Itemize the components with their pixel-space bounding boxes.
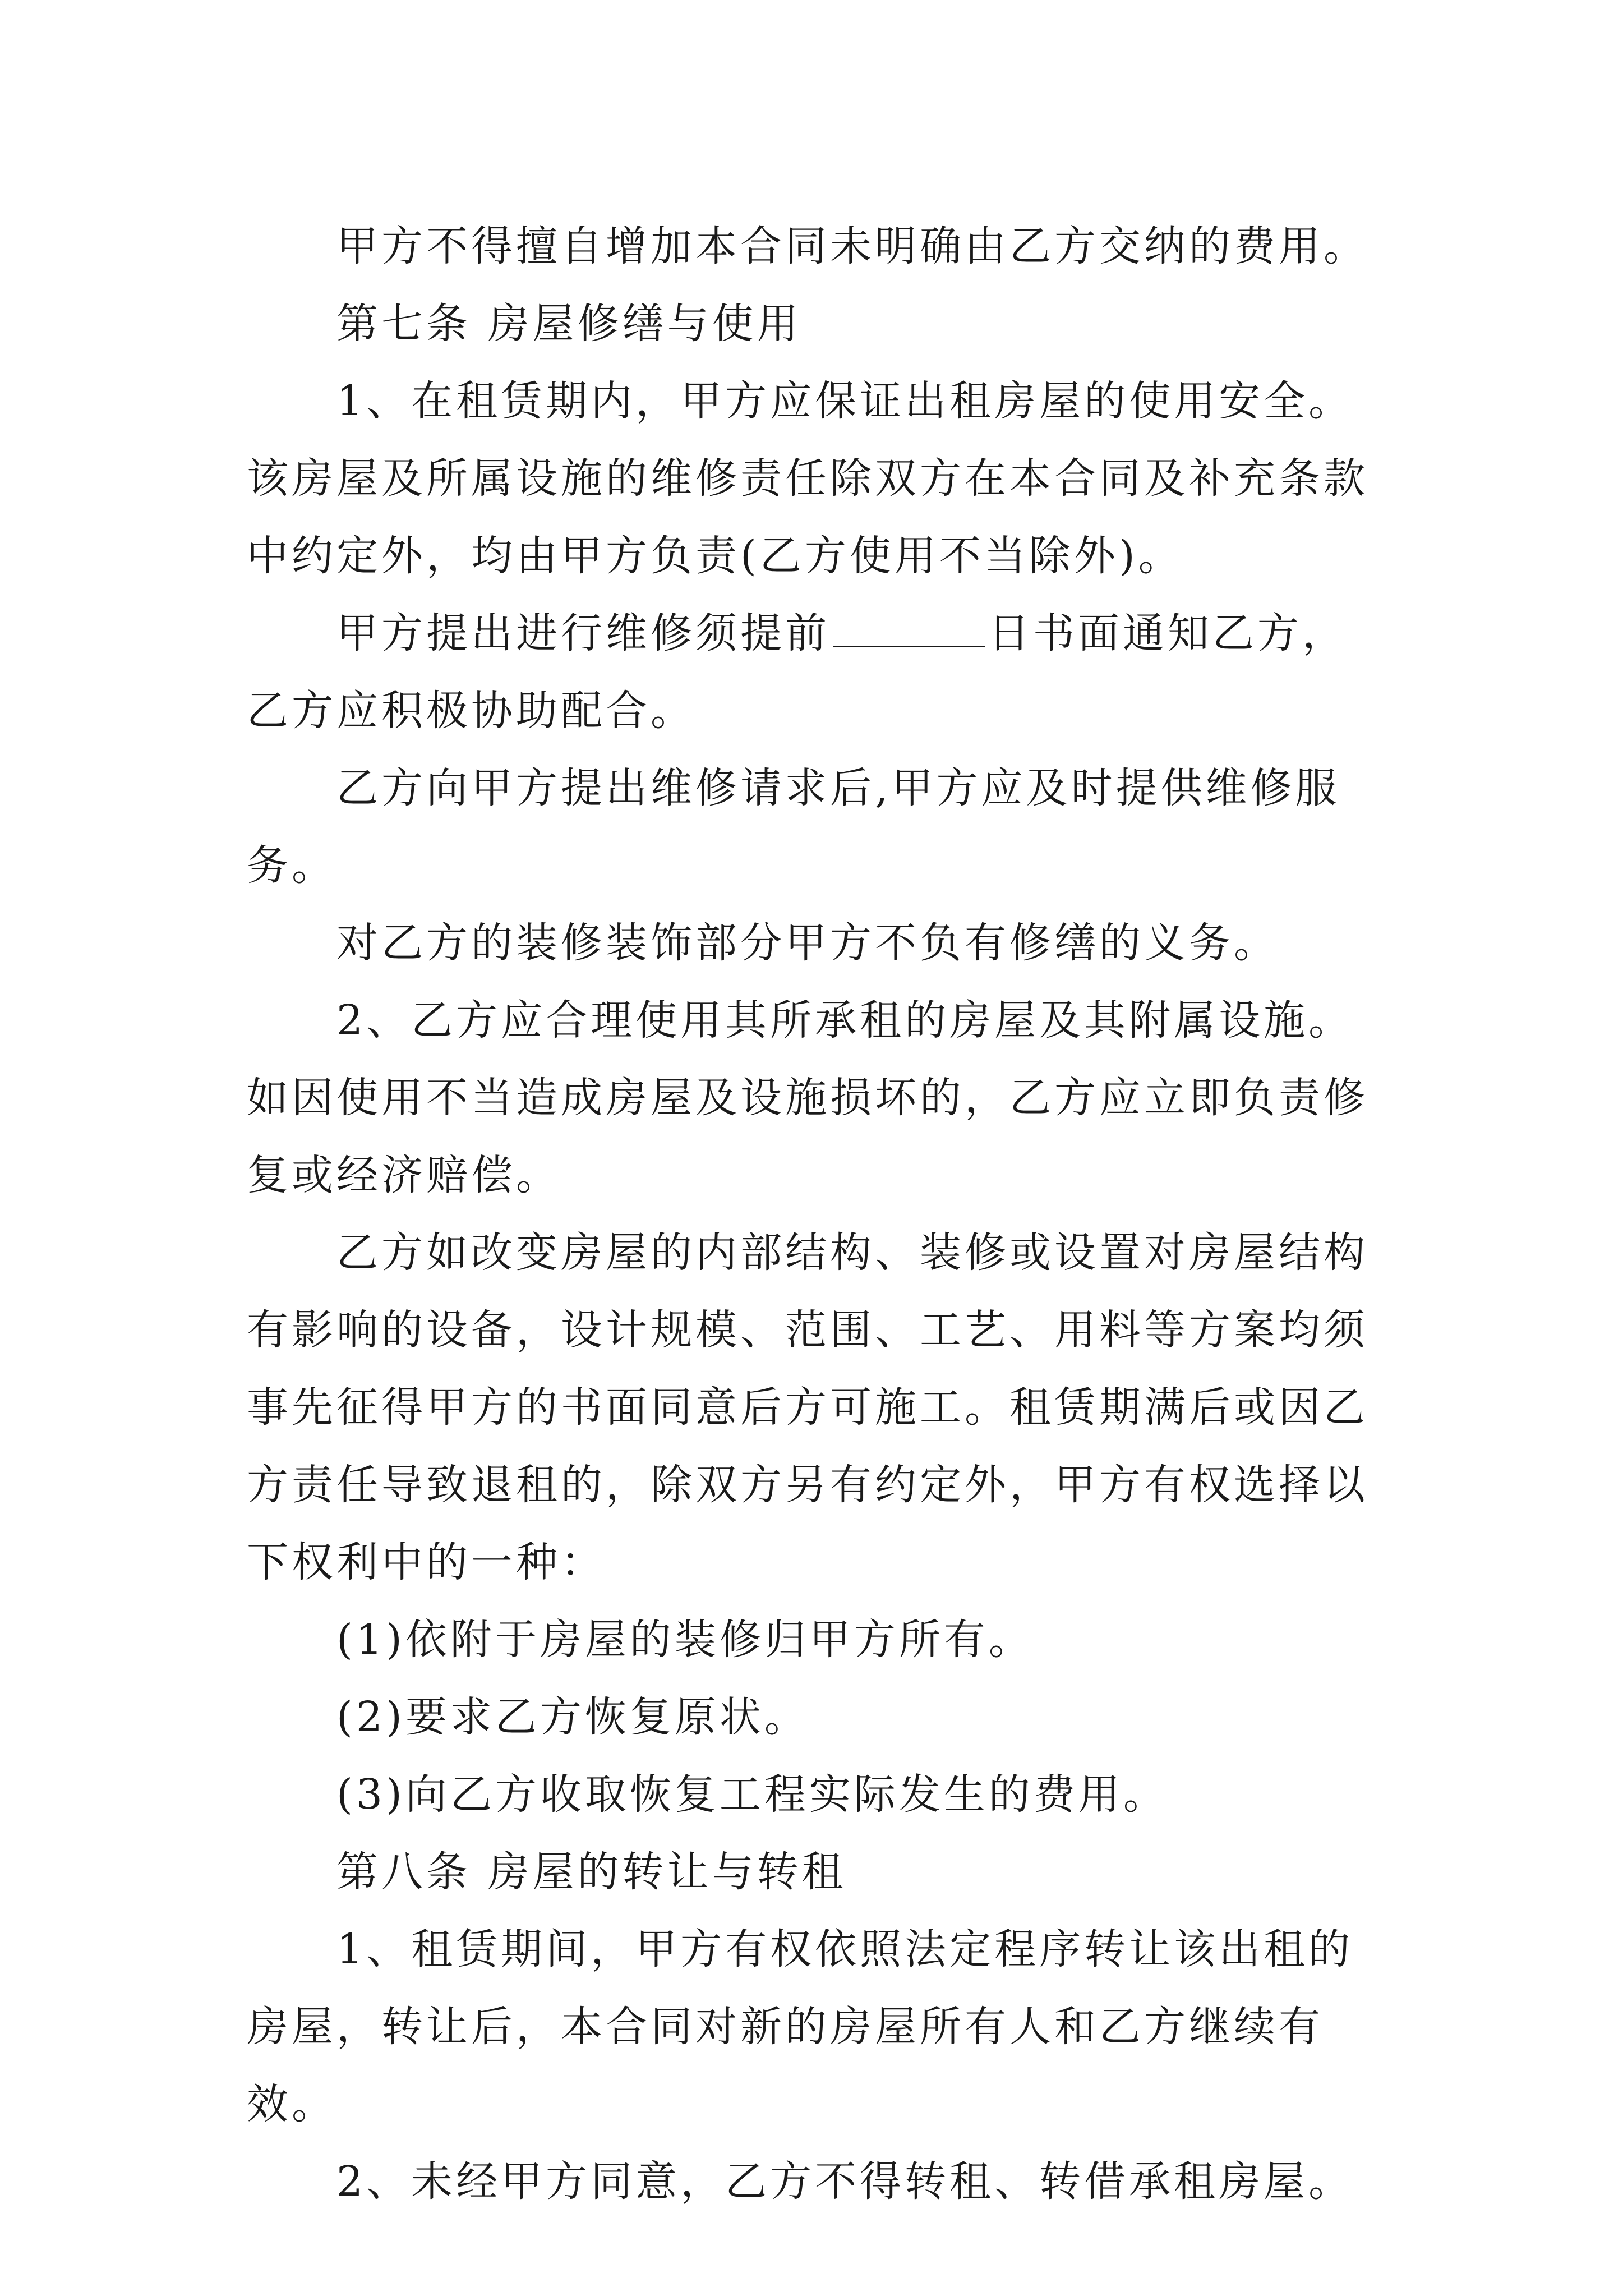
paragraph-structure-change: 乙方如改变房屋的内部结构、装修或设置对房屋结构有影响的设备，设计规模、范围、工艺、用料等方案均须事先征得甲方的书面同意后方可施工。租赁期满后或因乙方责任导致退租的，除双方另有约定外，甲方有权选择以下权利中的一种： — [247, 1228, 1368, 1586]
paragraph-transfer: 1、租赁期间，甲方有权依照法定程序转让该出租的房屋，转让后，本合同对新的房屋所有人和乙方继续有效。 — [247, 1925, 1354, 2128]
paragraph-repair-request: 乙方向甲方提出维修请求后,甲方应及时提供维修服务。 — [247, 764, 1340, 890]
paragraph-repair-notice — [247, 595, 1391, 749]
list-item-option-3: (3)向乙方收取恢复工程实际发生的费用。 — [336, 1770, 1168, 1819]
repair-notice-text-after: 日书面通知乙方，乙方应积极协助配合。 — [247, 609, 1347, 735]
section-heading-article-7: 第七条 房屋修缮与使用 — [336, 300, 802, 348]
list-item-option-1: (1)依附于房屋的装修归甲方所有。 — [336, 1616, 1034, 1664]
paragraph-repair-responsibility: 1、在租赁期内，甲方应保证出租房屋的使用安全。该房屋及所属设施的维修责任除双方在本合同及补充条款中约定外，均由甲方负责(乙方使用不当除外)。 — [247, 377, 1368, 580]
paragraph-decoration-repair: 对乙方的装修装饰部分甲方不负有修缮的义务。 — [336, 919, 1279, 967]
paragraph-sublease: 2、未经甲方同意，乙方不得转租、转借承租房屋。 — [336, 2157, 1354, 2206]
document-body — [247, 208, 1391, 2220]
paragraph-fees: 甲方不得擅自增加本合同未明确由乙方交纳的费用。 — [336, 222, 1368, 270]
paragraph-proper-use: 2、乙方应合理使用其所承租的房屋及其附属设施。如因使用不当造成房屋及设施损坏的，乙方应立即负责修复或经济赔偿。 — [247, 996, 1368, 1199]
list-item-option-2: (2)要求乙方恢复原状。 — [336, 1693, 809, 1741]
repair-notice-text-before: 甲方提出进行维修须提前 — [336, 609, 830, 657]
section-heading-article-8: 第八条 房屋的转让与转租 — [336, 1848, 847, 1896]
days-blank-field — [833, 612, 985, 647]
